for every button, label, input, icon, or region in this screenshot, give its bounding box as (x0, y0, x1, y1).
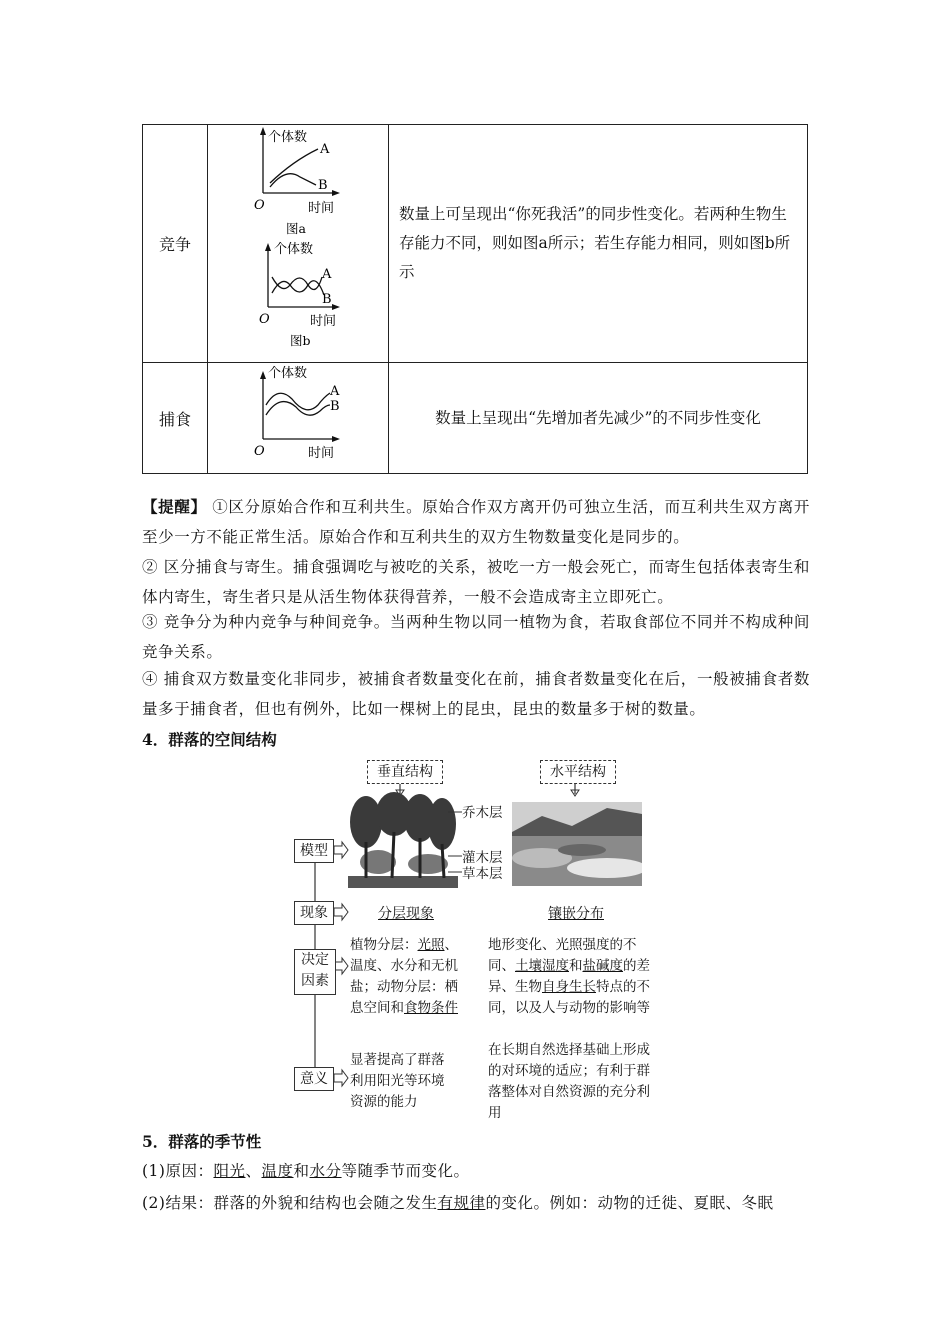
landscape-mosaic-photo (512, 802, 642, 886)
graph-cell (208, 125, 389, 363)
factor-text: 的差异、生物 (488, 958, 650, 995)
factor-text: 和 (569, 958, 583, 974)
graph-cell (208, 363, 389, 474)
x-axis-label: 时间 (308, 201, 335, 216)
key-term: 阳光 (213, 1162, 246, 1180)
text: (2)结果：群落的外貌和结构也会随之发生 (142, 1194, 438, 1212)
season-result-line (142, 1191, 774, 1213)
line-a-label: A (330, 384, 340, 399)
phenomenon-horizontal: 镶嵌分布 (548, 906, 604, 922)
relation-description: 数量上可呈现出“你死我活”的同步性变化。若两种生物生存能力不同，则如图a所示；若生存能力相同，则如图b所示 (389, 125, 808, 363)
line-b-label: B (322, 292, 332, 307)
relation-name: 竞争 (143, 125, 208, 363)
text: 、 (245, 1162, 262, 1180)
line-a-label: A (320, 142, 330, 157)
tree-layer-label: 乔木层 (462, 805, 503, 821)
forest-layer-illustration (348, 792, 458, 888)
y-axis-label: 个体数 (268, 366, 308, 381)
predation-graph (208, 363, 388, 469)
factor-key: 盐碱度 (582, 958, 623, 974)
reminder-paragraph (142, 492, 810, 552)
text: (1)原因： (142, 1162, 214, 1180)
meaning-vertical: 显著提高了群落利用阳光等环境资源的能力 (350, 1052, 445, 1110)
factor-horizontal (488, 935, 656, 1019)
vertical-structure-label: 垂直结构 (367, 760, 443, 784)
factor-key: 光照 (417, 937, 445, 953)
competition-graphs (208, 125, 388, 358)
graph-caption: 图a (286, 221, 306, 236)
reminder-text-1: ①区分原始合作和互利共生。原始合作双方离开仍可独立生活，而互利共生双方离开至少一方不能正常生活。原始合作和互利共生的双方生物数量变化是同步的。 (142, 498, 811, 546)
text: 等随季节而变化。 (341, 1162, 470, 1180)
reminder-tag: 【提醒】 (142, 497, 207, 516)
y-axis-label: 个体数 (274, 242, 314, 257)
factor-text: 特点的不同，以及人与动物的影响等 (488, 979, 650, 1016)
horizontal-structure-label: 水平结构 (540, 760, 616, 784)
phenomenon-vertical: 分层现象 (378, 906, 434, 922)
line-a (266, 393, 330, 410)
relation-name: 捕食 (143, 363, 208, 474)
meaning-horizontal: 在长期自然选择基础上形成的对环境的适应；有利于群落整体对自然资源的充分利用 (488, 1042, 650, 1121)
shrub-layer-label: 灌木层 (462, 850, 503, 866)
factor-key: 食物条件 (404, 1000, 458, 1016)
factors-box: 决定因素 (294, 949, 336, 995)
relation-description: 数量上呈现出“先增加者先减少”的不同步性变化 (389, 363, 808, 474)
reminder-paragraph: ③ 竞争分为种内竞争与种间竞争。当两种生物以同一植物为食，若取食部位不同并不构成种间竞争关系。 (142, 613, 810, 661)
x-axis-label: 时间 (310, 314, 337, 329)
season-cause-line (142, 1159, 470, 1181)
line-b-label: B (318, 178, 328, 193)
reminder-paragraph: ② 区分捕食与寄生。捕食强调吃与被吃的关系，被吃一方一般会死亡，而寄生包括体表寄生和体内寄生，寄生者只是从活生物体获得营养，一般不会造成寄主立即死亡。 (142, 558, 810, 606)
table-row (143, 125, 808, 363)
factor-vertical (350, 935, 462, 1019)
factor-text: 地形变化、光照强度的不同、 (488, 937, 637, 974)
text: 和 (293, 1162, 310, 1180)
factor-key: 土壤湿度 (515, 958, 569, 974)
section-heading: 5．群落的季节性 (142, 1132, 262, 1151)
herb-layer-label: 草本层 (462, 866, 503, 882)
origin-label: O (254, 444, 265, 459)
line-b (266, 402, 330, 416)
factor-text: 、温度、水分和无机盐；动物分层：栖息空间和 (350, 937, 458, 1016)
reminder-paragraph: ④ 捕食双方数量变化非同步，被捕食者数量变化在前，捕食者数量变化在后，一般被捕食者数量多于捕食者，但也有例外，比如一棵树上的昆虫，昆虫的数量多于树的数量。 (142, 670, 810, 718)
key-term: 有规律 (437, 1194, 486, 1212)
line-b-label: B (330, 399, 340, 414)
section-heading: 4．群落的空间结构 (142, 730, 277, 749)
line-b (270, 174, 316, 187)
line-a-label: A (322, 267, 332, 282)
model-box: 模型 (294, 839, 334, 863)
factor-text: 植物分层： (350, 937, 418, 953)
phenomenon-box: 现象 (294, 901, 334, 925)
graph-b (259, 241, 340, 348)
relationship-table (142, 124, 808, 474)
meaning-box: 意义 (294, 1067, 334, 1091)
origin-label: O (254, 198, 265, 213)
factor-key: 自身生长 (542, 979, 596, 995)
text: 的变化。例如：动物的迁徙、夏眠、冬眠 (485, 1194, 774, 1212)
graph-a (254, 125, 348, 236)
origin-label: O (259, 312, 270, 327)
x-axis-label: 时间 (308, 446, 335, 461)
key-term: 温度 (261, 1162, 294, 1180)
graph-caption: 图b (290, 333, 311, 348)
line-a (270, 149, 318, 183)
key-term: 水分 (309, 1162, 342, 1180)
table-row (143, 363, 808, 474)
y-axis-label: 个体数 (268, 130, 308, 145)
